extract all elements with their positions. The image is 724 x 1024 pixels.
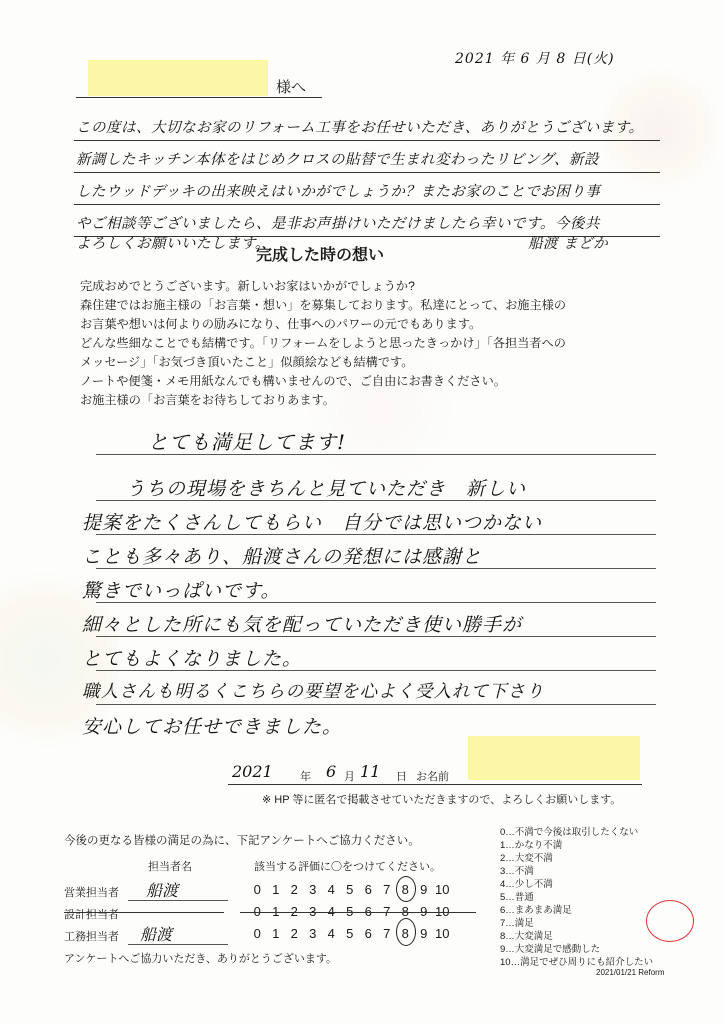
customer-comment-line: 細々とした所にも気を配っていただき使い勝手が	[82, 614, 523, 636]
scale-digit[interactable]: 10	[435, 882, 450, 897]
legend-item: 2…大変不満	[500, 853, 553, 864]
instruction-line: ノートや便箋・メモ用紙なんでも構いませんので、ご自由にお書きください。	[80, 374, 506, 388]
scale-digit[interactable]: 9	[420, 926, 428, 941]
recipient-suffix: 様へ	[276, 78, 307, 96]
scale-digit[interactable]: 6	[364, 882, 372, 897]
name-label: お名前	[416, 771, 449, 783]
legend-item: 3…不満	[500, 866, 534, 877]
scale-digit[interactable]: 1	[272, 904, 280, 919]
instruction-line: お言葉や想いは何よりの励みになり、仕事へのパワーの元でもあります。	[80, 317, 482, 331]
scale-digit[interactable]: 5	[346, 926, 354, 941]
recipient-underline	[76, 97, 322, 98]
staff-message-line: やご相談等ございましたら、是非お声掛けいただけましたら幸いです。今後共	[76, 216, 600, 232]
scale-digit[interactable]: 1	[272, 882, 280, 897]
scale-digit[interactable]: 10	[435, 904, 450, 919]
survey-thanks: アンケートへご協力いただき、ありがとうございます。	[64, 953, 338, 965]
legend-item: 6…まあまあ満足	[500, 905, 572, 916]
redacted-recipient-name	[88, 60, 268, 96]
instruction-line: メッセージ」「お気づき頂いたこと」似顔絵なども結構です。	[80, 355, 414, 369]
approval-stamp	[646, 900, 694, 942]
scale-digit[interactable]: 3	[309, 904, 317, 919]
legend-item: 7…満足	[500, 918, 534, 929]
scale-digit[interactable]: 0	[253, 882, 261, 897]
strikethrough-line	[64, 912, 224, 913]
scale-digit[interactable]: 0	[253, 926, 261, 941]
staff-message-line: 新調したキッチン本体をはじめクロスの貼替で生まれ変わったリビング、新設	[76, 152, 599, 168]
scale-digit[interactable]: 8	[401, 926, 409, 941]
customer-comment-line: とてもよくなりました。	[82, 648, 303, 670]
legend-item: 0…不満で今後は取引したくない	[500, 827, 639, 838]
scale-digit[interactable]: 10	[435, 926, 450, 941]
scale-digit[interactable]: 5	[346, 904, 354, 919]
legend-item: 8…大変満足	[500, 931, 553, 942]
construction-staff-label: 工務担当者	[64, 931, 119, 943]
instruction-line: お施主様の「お言葉をお待ちしておりあます。	[80, 393, 335, 407]
construction-rating-scale	[248, 926, 452, 941]
instruction-line: 完成おめでとうございます。新しいお家はいかがでしょうか?	[80, 279, 415, 293]
instruction-line: どんな些細なことでも結構です。「リフォームをしようと思ったきっかけ」「各担当者への	[80, 336, 566, 350]
customer-comment-line: 驚きでいっぱいです。	[82, 580, 281, 602]
legend-item: 10…満足でぜひ周りにも紹介したい	[500, 957, 654, 968]
scale-digit[interactable]: 7	[383, 926, 391, 941]
name-underline	[128, 944, 228, 945]
instruction-line: 森住建ではお施主様の「お言葉・想い」を募集しております。私達にとって、お施主様の	[80, 298, 567, 312]
scale-digit[interactable]: 1	[272, 926, 280, 941]
scale-digit[interactable]: 6	[364, 926, 372, 941]
signature-underline	[228, 784, 642, 785]
day-label: 日	[396, 771, 407, 783]
sales-staff-name: 船渡	[146, 881, 179, 900]
scale-digit[interactable]: 2	[290, 882, 298, 897]
sign-day: 11	[360, 762, 381, 781]
staff-column-header: 担当者名	[148, 861, 192, 873]
sign-year: 2021	[232, 762, 273, 781]
construction-rating-circle	[396, 918, 416, 946]
sales-staff-label: 営業担当者	[64, 887, 119, 899]
ruled-line	[96, 704, 656, 705]
scale-digit[interactable]: 3	[309, 926, 317, 941]
form-code: 2021/01/21 Reform	[596, 968, 665, 977]
month-label: 月	[344, 771, 355, 783]
staff-signature: 船渡 まどか	[528, 236, 609, 252]
legend-item: 9…大変満足で感動した	[500, 944, 601, 955]
customer-comment-line: うちの現場をきちんと見ていただき 新しい	[126, 478, 527, 500]
staff-message-line: この度は、大切なお家のリフォーム工事をお任せいただき、ありがとうございます。	[76, 120, 644, 136]
letter-date: 2021 年 6 月 8 日(火)	[455, 51, 615, 67]
publication-notice: ※ HP 等に匿名で掲載させていただきますので、よろしくお願いします。	[262, 794, 622, 806]
scale-digit[interactable]: 6	[364, 904, 372, 919]
scale-digit[interactable]: 2	[290, 926, 298, 941]
scale-digit[interactable]: 2	[290, 904, 298, 919]
construction-staff-name: 船渡	[140, 925, 173, 944]
scale-digit[interactable]: 4	[327, 882, 335, 897]
scale-digit[interactable]: 9	[420, 882, 428, 897]
section-title: 完成した時の想い	[256, 247, 385, 264]
staff-message-line: したウッドデッキの出来映えはいかがでしょうか？またお家のことでお困り事	[76, 184, 601, 200]
year-label: 年	[300, 771, 311, 783]
sales-rating-circle	[396, 876, 416, 902]
customer-comment-line: 職人さんも明るくこちらの要望を心よく受入れて下さり	[82, 682, 545, 702]
legend-item: 5…普通	[500, 892, 534, 903]
scale-digit[interactable]: 7	[383, 882, 391, 897]
customer-comment-line: ことも多々あり、船渡さんの発想には感謝と	[82, 546, 483, 568]
scale-digit[interactable]: 4	[327, 926, 335, 941]
name-underline	[128, 900, 228, 901]
scale-digit[interactable]: 0	[253, 904, 261, 919]
scale-digit[interactable]: 9	[420, 904, 428, 919]
customer-comment-headline: とても満足してます!	[148, 430, 347, 454]
sign-month: 6	[326, 762, 337, 781]
scale-digit[interactable]: 8	[401, 904, 409, 919]
staff-message-line: よろしくお願いいたします。	[76, 236, 270, 252]
legend-item: 4…少し不満	[500, 879, 553, 890]
sales-rating-scale	[248, 882, 452, 897]
redacted-customer-name	[468, 736, 640, 780]
ruled-line	[74, 140, 660, 141]
scale-digit[interactable]: 5	[346, 882, 354, 897]
customer-comment-line: 安心してお任せできました。	[82, 716, 343, 738]
legend-item: 1…かなり不満	[500, 840, 563, 851]
design-staff-label: 設計担当者	[64, 909, 119, 921]
survey-intro: 今後の更なる皆様の満足の為に、下記アンケートへご協力ください。	[64, 835, 420, 847]
customer-comment-line: 提案をたくさんしてもらい 自分では思いつかない	[82, 512, 543, 534]
scale-digit[interactable]: 8	[401, 882, 409, 897]
rating-column-header: 該当する評価に〇をつけてください。	[254, 861, 441, 873]
ruled-line	[74, 204, 660, 205]
strikethrough-line	[240, 912, 476, 913]
scale-digit[interactable]: 3	[309, 882, 317, 897]
scale-digit[interactable]: 4	[327, 904, 335, 919]
scale-digit[interactable]: 7	[383, 904, 391, 919]
ruled-line	[74, 172, 660, 173]
